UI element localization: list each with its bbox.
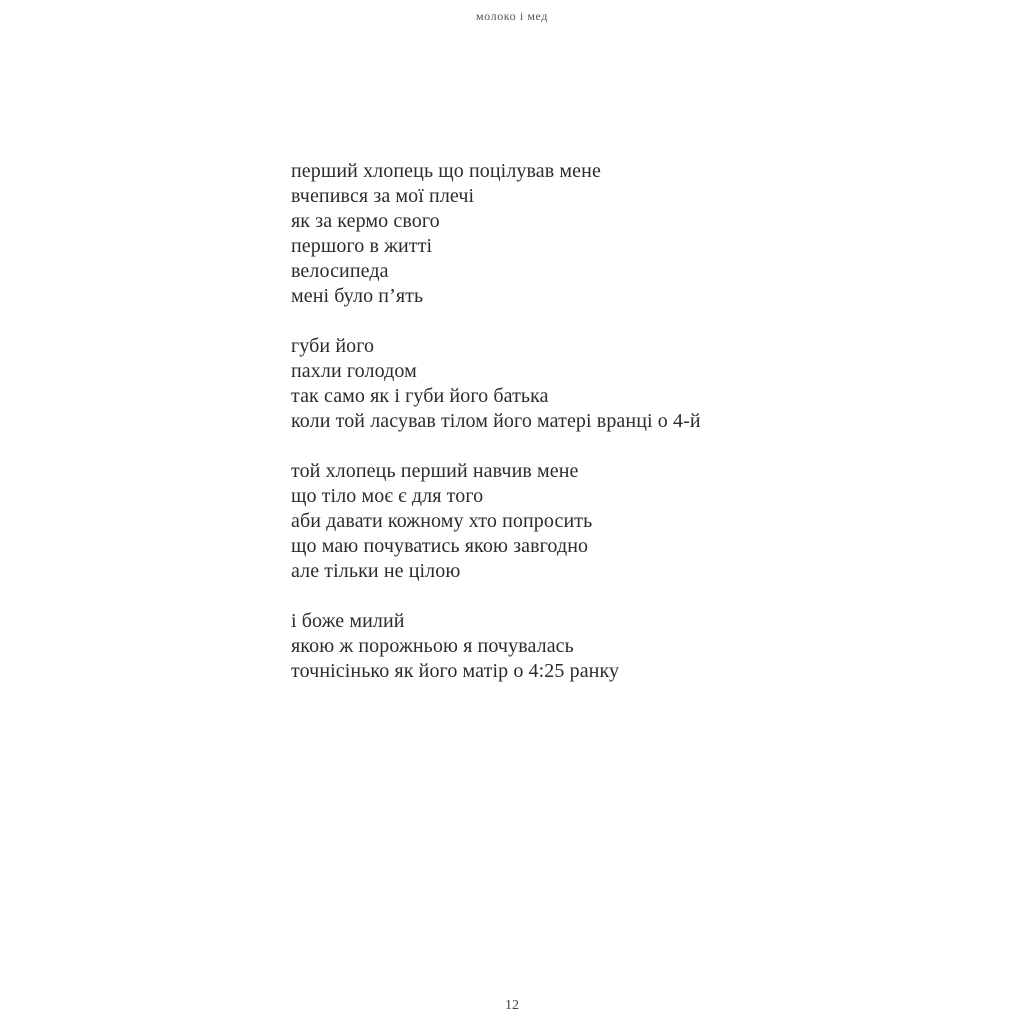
poem-line: губи його (291, 335, 375, 357)
poem-line: мені було п’ять (291, 285, 424, 307)
poem-line: якою ж порожньою я почувалась (291, 635, 574, 657)
running-header-title: молоко і мед (475, 9, 549, 23)
poem-line: велосипеда (291, 260, 389, 282)
poem-line: першого в житті (291, 235, 433, 257)
poem-line: але тільки не цілою (291, 560, 461, 582)
poem-line: що тіло моє є для того (291, 485, 484, 507)
page-number: 12 (505, 998, 519, 1013)
stanza-2 (291, 334, 891, 434)
poem-line: перший хлопець що поцілував мене (291, 160, 601, 182)
poem-line: так само як і губи його батька (291, 385, 549, 407)
poem-line: що маю почуватись якою завгодно (291, 535, 589, 557)
poem-line: як за кермо свого (291, 210, 440, 232)
poem-line: аби давати кожному хто попросить (291, 510, 593, 532)
poem-line: той хлопець перший навчив мене (291, 460, 579, 482)
poem-line: вчепився за мої плечі (291, 185, 475, 207)
stanza-1 (291, 159, 891, 309)
poem-line: коли той ласував тілом його матері вранці о 4-й (291, 410, 701, 432)
poem-line: пахли голодом (291, 360, 417, 382)
poem-body (291, 159, 891, 709)
stanza-3 (291, 459, 891, 584)
poem-line: точнісінько як його матір о 4:25 ранку (291, 660, 620, 682)
poem-line: і боже милий (291, 610, 405, 632)
stanza-4 (291, 609, 891, 684)
